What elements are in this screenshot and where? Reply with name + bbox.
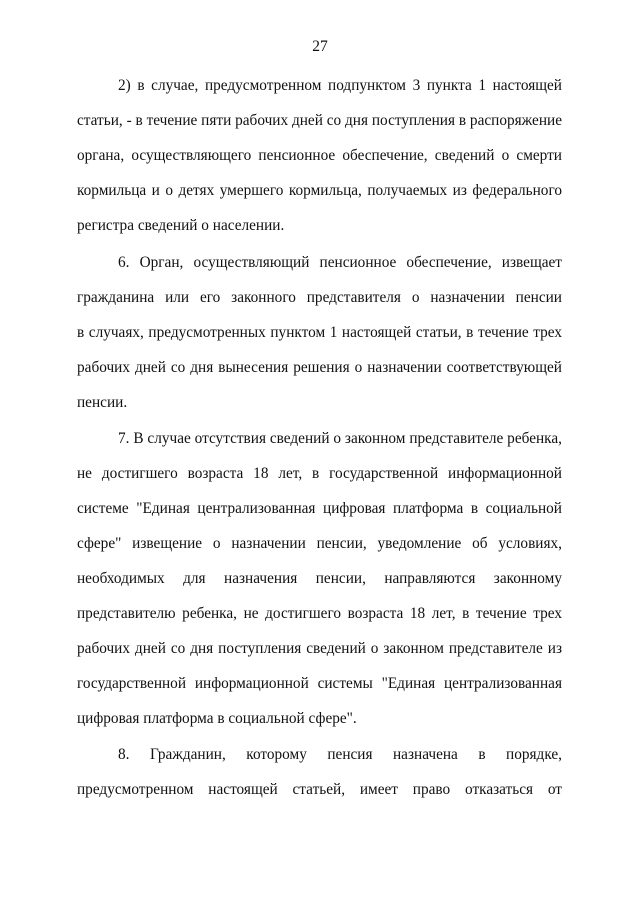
text-line: рабочих дней со дня поступления сведений о законном представителе из [77, 640, 562, 657]
text-line: рабочих дней со дня вынесения решения о назначении соответствующей [77, 359, 562, 376]
text-line: предусмотренном настоящей статьей, имеет право отказаться от [77, 781, 562, 798]
text-line: необходимых для назначения пенсии, направляются законному [77, 570, 562, 587]
text-line: регистра сведений о населении. [77, 217, 285, 234]
text-line: государственной информационной системы "Единая централизованная [77, 675, 562, 692]
text-line: цифровая платформа в социальной сфере". [77, 710, 357, 727]
text-line: представителю ребенка, не достигшего возраста 18 лет, в течение трех [77, 605, 562, 622]
text-line: 7. В случае отсутствия сведений о законном представителе ребенка, [118, 430, 562, 447]
text-line: статьи, - в течение пяти рабочих дней со дня поступления в распоряжение [77, 112, 562, 129]
text-line: органа, осуществляющего пенсионное обеспечение, сведений о смерти [77, 147, 562, 164]
text-line: сфере" извещение о назначении пенсии, уведомление об условиях, [77, 535, 562, 552]
text-line: кормильца и о детях умершего кормильца, получаемых из федерального [77, 182, 562, 199]
text-line: системе "Единая централизованная цифровая платформа в социальной [77, 500, 562, 517]
text-line: не достигшего возраста 18 лет, в государственной информационной [77, 465, 562, 482]
text-line: в случаях, предусмотренных пунктом 1 настоящей статьи, в течение трех [77, 324, 562, 341]
text-line: гражданина или его законного представителя о назначении пенсии [77, 289, 562, 306]
text-line: 6. Орган, осуществляющий пенсионное обеспечение, извещает [118, 254, 562, 271]
text-line: 8. Гражданин, которому пенсия назначена в порядке, [118, 746, 562, 763]
text-line: пенсии. [77, 394, 128, 411]
page-number: 27 [312, 38, 328, 55]
text-line: 2) в случае, предусмотренном подпунктом 3 пункта 1 настоящей [118, 77, 562, 94]
